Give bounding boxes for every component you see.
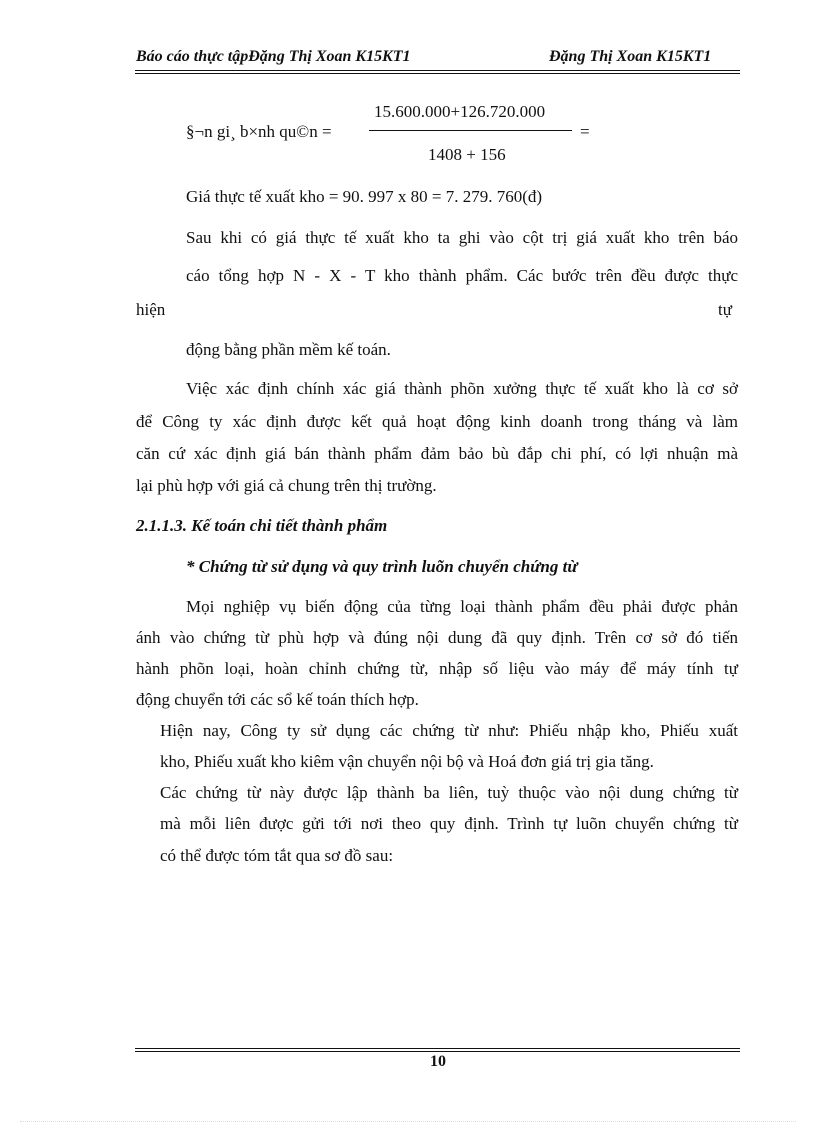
text-line: Việc xác định chính xác giá thành phõn xưởng thực tế xuất kho là cơ sở: [186, 379, 738, 398]
text-line: động bằng phần mềm kế toán.: [186, 340, 391, 359]
formula-numerator: 15.600.000+126.720.000: [374, 102, 546, 121]
text-line: Hiện nay, Công ty sử dụng các chứng từ như: Phiếu nhập kho, Phiếu xuất: [160, 721, 738, 740]
text-line: kho, Phiếu xuất kho kiêm vận chuyển nội bộ và Hoá đơn giá trị gia tăng.: [160, 752, 654, 771]
text-line: Sau khi có giá thực tế xuất kho ta ghi vào cột trị giá xuất kho trên báo: [186, 228, 738, 247]
text-line: Giá thực tế xuất kho = 90. 997 x 80 = 7. 279. 760(đ): [186, 187, 543, 206]
text-line: lại phù hợp với giá cả chung trên thị trường.: [136, 476, 437, 495]
header-right-title: Đặng Thị Xoan K15KT1: [549, 48, 712, 65]
footer-rule: [135, 1048, 740, 1049]
text-line: để Công ty xác định được kết quả hoạt động kinh doanh trong tháng và làm: [136, 412, 738, 431]
text-line: có thể được tóm tắt qua sơ đồ sau:: [160, 846, 394, 865]
formula-denominator: 1408 + 156: [428, 145, 506, 164]
fraction-bar: [369, 130, 572, 131]
formula-equals: =: [580, 122, 590, 141]
section-heading: 2.1.1.3. Kế toán chi tiết thành phẩm: [136, 516, 388, 535]
text-line: mà mỗi liên được gửi tới nơi theo quy định. Trình tự luõn chuyển chứng từ: [160, 814, 738, 833]
subsection-heading: * Chứng từ sử dụng và quy trình luõn chuyển chứng từ: [186, 557, 578, 576]
footer-rule-2: [135, 1051, 740, 1052]
text-line: Mọi nghiệp vụ biến động của từng loại thành phẩm đều phải được phản: [186, 597, 738, 616]
text-line: tự: [718, 300, 732, 319]
text-line: động chuyển tới các sổ kế toán thích hợp.: [136, 690, 419, 709]
header-rule-2: [135, 73, 740, 74]
text-line: hiện: [136, 300, 166, 319]
page-bottom-border: [20, 1121, 796, 1122]
header-left-title: Báo cáo thực tậpĐặng Thị Xoan K15KT1: [136, 48, 411, 65]
header-rule: [135, 70, 740, 71]
page-number: 10: [430, 1053, 446, 1070]
formula-label: §¬n gi¸ b×nh qu©n =: [186, 122, 332, 141]
text-line: Các chứng từ này được lập thành ba liên, tuỳ thuộc vào nội dung chứng từ: [160, 783, 738, 802]
text-line: ánh vào chứng từ phù hợp và đúng nội dung đã quy định. Trên cơ sở đó tiến: [136, 628, 738, 647]
text-line: hành phõn loại, hoàn chỉnh chứng từ, nhập số liệu vào máy để máy tính tự: [136, 659, 738, 678]
text-line: căn cứ xác định giá bán thành phẩm đảm bảo bù đắp chi phí, có lợi nhuận mà: [136, 444, 738, 463]
text-line: cáo tổng hợp N - X - T kho thành phẩm. Các bước trên đều được thực: [186, 266, 738, 285]
